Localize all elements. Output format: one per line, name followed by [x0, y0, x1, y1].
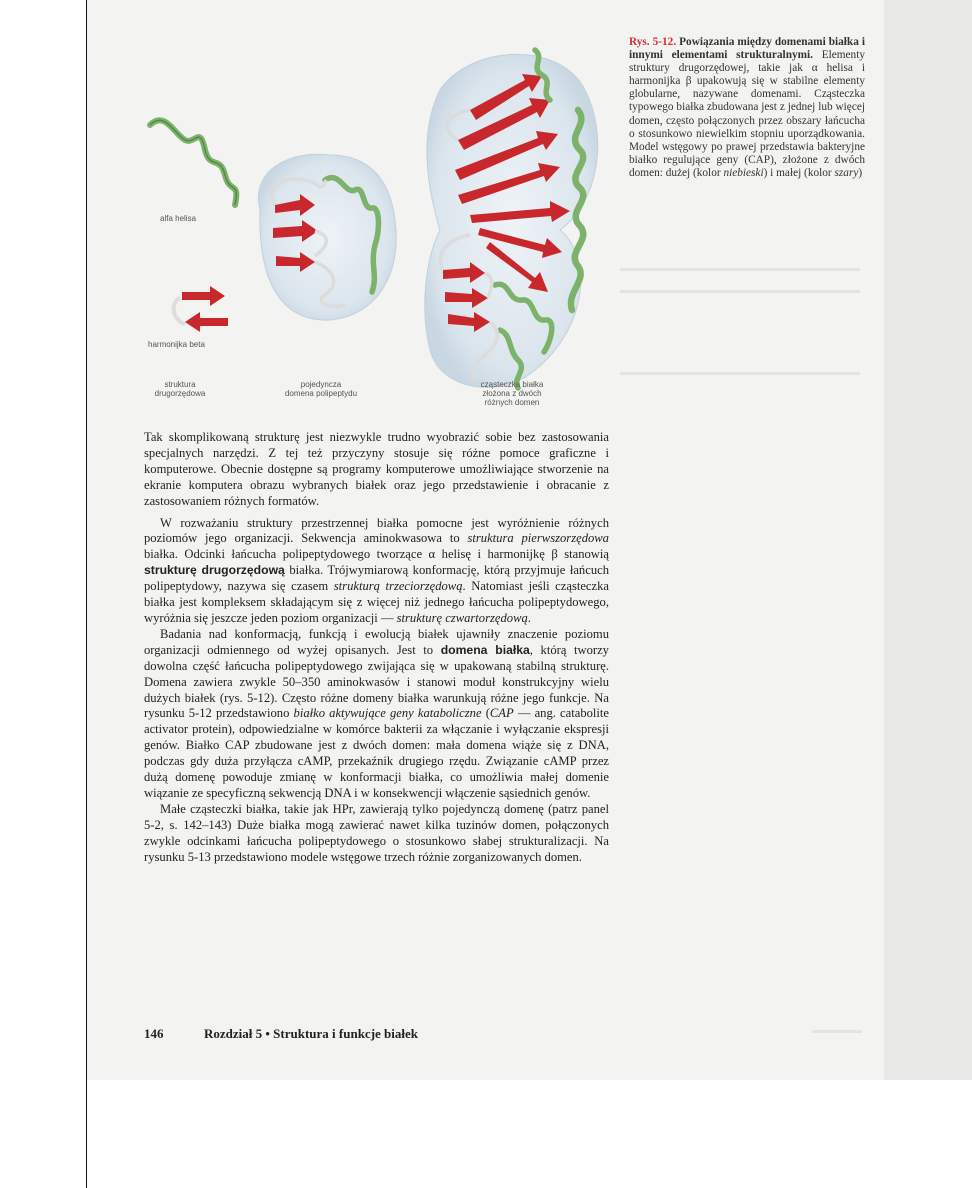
figure-title: Powiązania między domenami białka i innymi elementami strukturalnymi.	[629, 36, 865, 62]
label-beta-hairpin: harmonijka beta	[148, 340, 205, 349]
label-line: złożona z dwóch	[482, 389, 542, 398]
italic-term: struktura pierwszorzędowa	[467, 531, 609, 546]
facing-page-edge	[884, 0, 972, 1080]
page-number: 146	[144, 1026, 164, 1041]
caption-text: Elementy struktury drugorzędowej, takie jak α helisa i harmonijka β upakowują się w stabilne elementy globularne, nazywane domenami. Cząsteczka typowego białka zbudowana jest z jednej lub więcej domen, często połączonych przez obszary łańcucha o stosunkowo niewielkim stopniu uporządkowania. Model wstęgowy po prawej przedstawia bakteryjne białko regulujące geny (CAP), złożone z dwóch domen: dużej (kolor	[629, 49, 865, 179]
caption-italic: niebieski	[723, 166, 764, 179]
text-run: W rozważaniu struktury przestrzennej białka pomocne jest wyróżnienie różnych poziomów jego organizacji. Sekwencja aminokwasowa to	[144, 515, 609, 546]
label-line: cząsteczka białka	[480, 380, 544, 389]
italic-term: CAP	[489, 706, 514, 721]
italic-term: strukturę czwartorzędową	[396, 610, 528, 625]
label-line: drugorzędowa	[154, 389, 206, 398]
paragraph-4: Małe cząsteczki białka, takie jak HPr, zawierają tylko pojedynczą domenę (patrz panel 5-2, s. 142–143) Duże białka mogą zawierać nawet kilka tuzinów domen, połączonych zwykle odcinkami łańcucha polipeptydowego o stosunkowo słabej strukturalizacji. Na rysunku 5-13 przedstawiono modele wstęgowe trzech różnie zorganizowanych domen.	[144, 801, 609, 864]
bold-term: strukturę drugorzędową	[144, 563, 285, 578]
text-run: , którą tworzy dowolna część łańcucha polipeptydowego zwijająca się w upakowaną stabilną strukturę. Domena zawiera zwykle 50–350 aminokwasów i stanowi moduł konstrukcyjny wielu dużych białek (rys. 5-12). Często różne domeny białka warunkują różne jego funkcje. Na rysunku 5-12 przedstawiono	[144, 642, 609, 721]
caption-italic: szary	[834, 166, 859, 179]
show-through-line	[812, 1030, 862, 1033]
show-through-line	[620, 290, 860, 293]
show-through-line	[620, 372, 860, 375]
label-line: struktura	[164, 380, 196, 389]
italic-term: strukturą trzeciorzędową	[333, 579, 463, 594]
label-line: domena polipeptydu	[284, 389, 358, 398]
paragraph-1: Tak skomplikowaną strukturę jest niezwykle trudno wyobrazić sobie bez zastosowania specjalnych narzędzi. Z tej też przyczyny stosuje się różne pomoce graficzne i komputerowe. Obecnie dostępne są programy komputerowe umożliwiające stworzenie na ekranie komputera obrazu wybranych białek oraz jego przedstawienie i obracanie z zastosowaniem różnych formatów.	[144, 430, 609, 508]
text-run: .	[527, 610, 531, 625]
figure-caption	[629, 36, 865, 180]
small-domain-strands	[443, 262, 490, 332]
beta-hairpin-ribbon	[174, 286, 228, 332]
label-line: pojedyncza	[300, 380, 342, 389]
bold-term: domena białka	[440, 642, 530, 657]
text-run: . Natomiast jeśli cząsteczka białka jest kompleksem składającym się z więcej niż jednego łańcucha polipeptydowego, wyróżnia się jeszcze jeden poziom organizacji —	[144, 579, 610, 625]
italic-term: białko aktywujące geny kataboliczne	[293, 706, 482, 721]
page-footer	[144, 1026, 418, 1042]
scan-edge-line	[86, 0, 87, 1188]
text-run: — ang. catabolite activator protein), odpowiedzialne w komórce bakterii za włączanie i wyłączanie ekspresji genów. Białko CAP zbudowane jest z dwóch domen: mała domena wiąże się z DNA, podczas gdy duża przyłącza cAMP, przekaźnik drugiego rzędu. Związanie cAMP przez dużą domenę powoduje zmianę w konformacji białka, co umożliwia małej domenie wiązanie ze specyficzną sekwencją DNA i w konsekwencji włączenie sąsiednich genów.	[144, 706, 609, 800]
chapter-title: Rozdział 5 • Struktura i funkcje białek	[204, 1026, 419, 1041]
label-two-domain-molecule	[462, 380, 562, 407]
figure-number: Rys. 5-12.	[629, 36, 677, 48]
caption-text: )	[858, 166, 863, 179]
alpha-helix-ribbon	[150, 120, 236, 205]
text-run: białka. Odcinki łańcucha polipeptydowego tworzące α helisę i harmonijkę β stanowią	[144, 547, 609, 562]
paragraph-3	[144, 627, 609, 802]
single-domain-strands	[273, 194, 318, 272]
body-text	[144, 430, 609, 865]
text-run: (	[481, 706, 490, 721]
alpha-helix-shading	[150, 120, 236, 205]
text-run: Badania nad konformacją, funkcją i ewolucją białek ujawniły znaczenie poziomu organizacji odmiennego od wyżej opisanych. Jest to	[144, 626, 609, 657]
show-through-line	[620, 268, 860, 271]
label-alpha-helix: alfa helisa	[160, 214, 197, 223]
label-single-domain	[266, 380, 376, 398]
label-secondary-structure	[144, 380, 216, 398]
label-line: różnych domen	[484, 398, 540, 407]
ribbon-illustration	[140, 30, 620, 420]
two-domain-halo	[425, 54, 598, 387]
text-run: białka. Trójwymiarową konformację, którą przyjmuje łańcuch polipeptydowy, nazywa się czasem	[144, 563, 610, 594]
caption-text: ) i małej (kolor	[763, 166, 835, 179]
paragraph-2	[144, 516, 609, 627]
protein-domain-figure	[140, 30, 620, 420]
